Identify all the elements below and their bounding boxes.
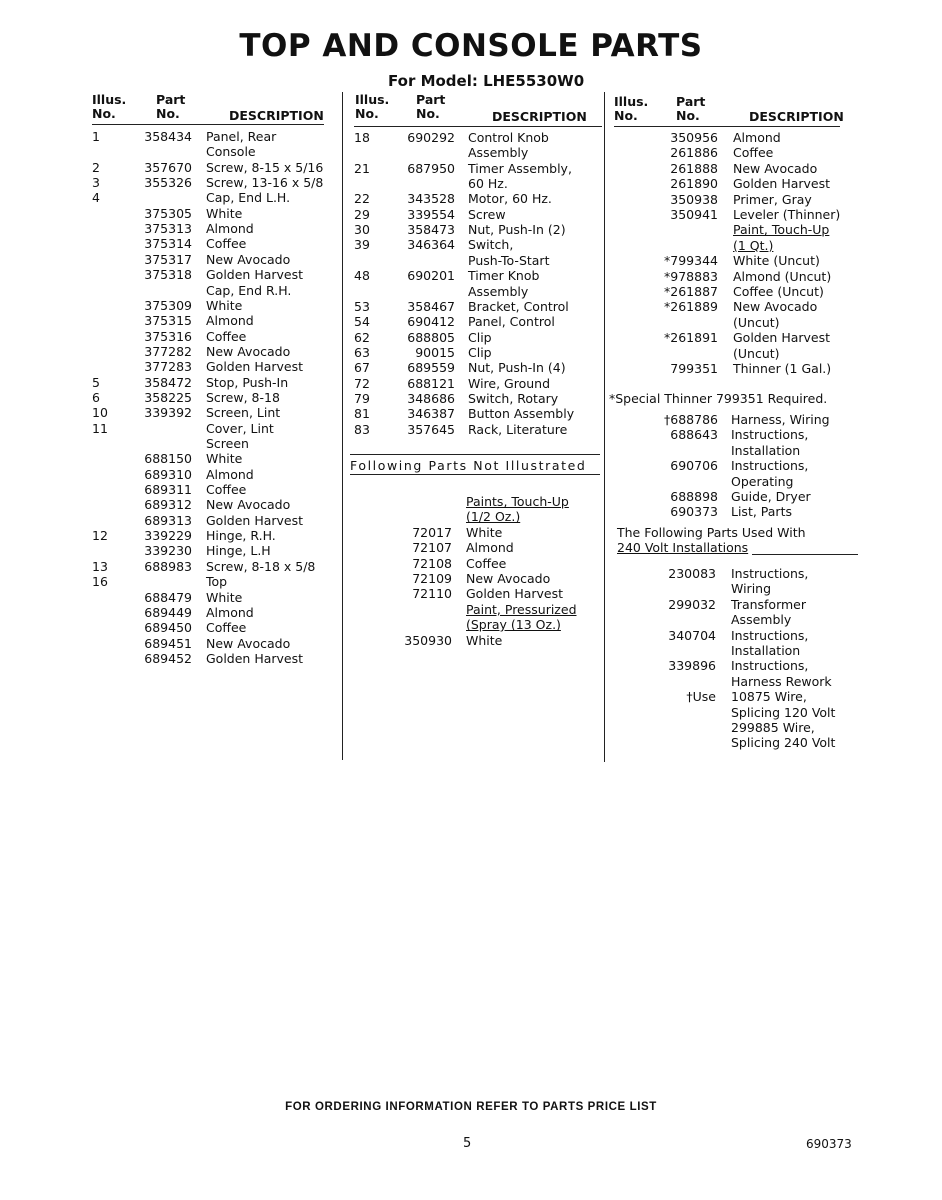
part-description: 60 Hz. — [468, 176, 508, 192]
not-illustrated-rule-bottom — [350, 474, 600, 475]
part-number: 689450 — [144, 620, 192, 636]
part-description: New Avocado — [206, 497, 291, 513]
part-number: 299032 — [668, 596, 716, 612]
desc-header-3: DESCRIPTION — [749, 109, 844, 124]
part-description: New Avocado — [733, 160, 818, 176]
part-number: 690706 — [670, 458, 718, 474]
part-number: 90015 — [415, 344, 455, 360]
part-description: Timer Knob — [468, 268, 540, 284]
part-number: 689312 — [144, 497, 192, 513]
part-description: Motor, 60 Hz. — [468, 191, 552, 207]
part-description: Guide, Dryer — [731, 489, 811, 504]
part-number: 690292 — [407, 130, 455, 145]
part-number: 72107 — [412, 540, 452, 556]
part-description: Instructions, — [731, 627, 809, 643]
part-number: 339896 — [668, 658, 716, 674]
illus-number: 16 — [92, 574, 108, 590]
part-description: Switch, — [468, 237, 514, 253]
illus-number: 48 — [354, 268, 370, 284]
part-number: 339230 — [144, 543, 192, 559]
part-description: Golden Harvest — [206, 359, 304, 375]
part-number: 688983 — [144, 558, 192, 574]
part-number: 687950 — [407, 160, 455, 176]
illus-number: 13 — [92, 558, 108, 574]
part-description: Leveler (Thinner) — [733, 207, 841, 222]
part-number: 358225 — [144, 389, 192, 405]
part-description: Wiring — [731, 581, 772, 597]
illus-header-2: Illus. No. — [355, 92, 390, 121]
part-number: 375309 — [144, 297, 192, 313]
part-description: Golden Harvest — [206, 267, 304, 283]
part-number: 346387 — [407, 406, 455, 422]
part-number: 357645 — [407, 421, 455, 437]
part-description: Coffee — [206, 482, 247, 498]
part-description: Switch, Rotary — [468, 390, 559, 406]
part-number: 377282 — [144, 343, 192, 359]
illus-number: 12 — [92, 528, 108, 544]
part-description: White — [206, 451, 243, 467]
illus-number: 81 — [354, 406, 370, 422]
part-number: 688150 — [144, 451, 192, 467]
illus-number: 21 — [354, 160, 370, 176]
part-description: Assembly — [468, 283, 529, 299]
part-number: 343528 — [407, 191, 455, 207]
part-description: Harness, Wiring — [731, 412, 830, 427]
part-number: 350941 — [670, 207, 718, 222]
illus-number: 18 — [354, 130, 370, 145]
part-description: Screen, Lint — [206, 405, 281, 421]
part-description: Harness Rework — [731, 673, 832, 689]
illus-number: 11 — [92, 420, 108, 436]
part-number: 358467 — [407, 298, 455, 314]
part-number: 358472 — [144, 374, 192, 390]
part-number: 688479 — [144, 589, 192, 605]
volt-note-line-1: The Following Parts Used With — [617, 525, 806, 540]
part-number: 690201 — [407, 268, 455, 284]
part-description: Push-To-Start — [468, 252, 550, 268]
part-number: 375318 — [144, 267, 192, 283]
part-description: Nut, Push-In (4) — [468, 360, 566, 376]
part-number: 688121 — [407, 375, 455, 391]
part-description: Panel, Rear — [206, 129, 277, 144]
part-description: List, Parts — [731, 504, 792, 520]
part-description: Screw, 8-18 x 5/8 — [206, 558, 316, 574]
part-description: New Avocado — [733, 299, 818, 315]
part-number: 261888 — [670, 160, 718, 176]
part-description: Instructions, — [731, 566, 809, 581]
part-description: Cap, End R.H. — [206, 282, 292, 298]
volt-note-line-2: 240 Volt Installations — [617, 540, 749, 555]
part-description: New Avocado — [206, 251, 291, 267]
part-description: White — [206, 589, 243, 605]
illus-number: 67 — [354, 360, 370, 376]
part-number: 689452 — [144, 650, 192, 666]
part-number: 375315 — [144, 313, 192, 329]
part-number: 688643 — [670, 427, 718, 443]
illus-number: 1 — [92, 129, 100, 144]
part-description: New Avocado — [206, 343, 291, 359]
part-number: 348686 — [407, 390, 455, 406]
part-description: Bracket, Control — [468, 298, 569, 314]
part-number: *261891 — [664, 330, 718, 346]
illus-number: 53 — [354, 298, 370, 314]
part-description: Assembly — [468, 145, 529, 161]
ordering-info-footer: FOR ORDERING INFORMATION REFER TO PARTS PRICE LIST — [285, 1101, 657, 1113]
part-number: 350930 — [404, 632, 452, 648]
part-description: Operating — [731, 473, 794, 489]
part-number: 690373 — [670, 504, 718, 520]
illus-number: 62 — [354, 329, 370, 345]
part-description: Thinner (1 Gal.) — [733, 361, 832, 376]
illus-number: 79 — [354, 390, 370, 406]
illus-header-3: Illus. No. — [614, 94, 649, 123]
desc-header-1: DESCRIPTION — [229, 108, 324, 123]
part-number: *261887 — [664, 284, 718, 299]
part-number: 72109 — [412, 571, 452, 586]
part-description: Nut, Push-In (2) — [468, 222, 566, 238]
part-number: 358434 — [144, 129, 192, 144]
part-description: Instructions, — [731, 658, 809, 674]
part-description: Paints, Touch-Up — [466, 494, 569, 509]
part-description: Almond — [206, 466, 254, 482]
part-description: White — [206, 205, 243, 221]
part-description: White (Uncut) — [733, 253, 820, 269]
part-number: 230083 — [668, 566, 716, 581]
part-description: Rack, Literature — [468, 421, 568, 437]
part-description: (1/2 Oz.) — [466, 509, 521, 525]
part-header-2: Part No. — [416, 92, 446, 121]
part-description: Installation — [731, 643, 801, 658]
part-description: Timer Assembly, — [468, 160, 572, 176]
part-description: Screen — [206, 436, 249, 451]
part-description: Almond — [206, 604, 254, 620]
part-number: 355326 — [144, 175, 192, 191]
part-number: 375317 — [144, 251, 192, 267]
part-header-3: Part No. — [676, 94, 706, 123]
part-number: 688805 — [407, 329, 455, 345]
part-number: *261889 — [664, 299, 718, 315]
part-description: Top — [206, 574, 228, 590]
part-description: Paint, Pressurized — [466, 601, 577, 617]
part-description: New Avocado — [466, 571, 551, 586]
illus-number: 30 — [354, 222, 370, 238]
header-rule-3 — [614, 126, 840, 127]
part-description: White — [466, 632, 503, 648]
part-description: Coffee — [206, 620, 247, 636]
column-divider-2 — [604, 92, 605, 762]
part-description: Almond (Uncut) — [733, 268, 832, 284]
illus-number: 22 — [354, 191, 370, 207]
illus-number: 4 — [92, 190, 100, 206]
part-description: Coffee — [206, 236, 247, 252]
illus-number: 83 — [354, 421, 370, 437]
illus-number: 6 — [92, 389, 100, 405]
part-description: (Uncut) — [733, 314, 780, 330]
not-illustrated-heading: Following Parts Not Illustrated — [350, 458, 587, 473]
column-divider-1 — [342, 92, 343, 760]
part-number: 358473 — [407, 222, 455, 238]
part-number: 72017 — [412, 524, 452, 540]
part-description: Golden Harvest — [733, 330, 831, 346]
part-description: Coffee — [466, 555, 507, 571]
part-description: Almond — [733, 130, 781, 145]
part-number: 261890 — [670, 176, 718, 192]
part-description: Cover, Lint — [206, 420, 274, 436]
part-description: Button Assembly — [468, 406, 575, 422]
part-description: Instructions, — [731, 427, 809, 443]
part-number: 689310 — [144, 466, 192, 482]
illus-number: 54 — [354, 314, 370, 330]
part-number: 350956 — [670, 130, 718, 145]
part-number: 339229 — [144, 528, 192, 544]
part-description: Stop, Push-In — [206, 374, 289, 390]
not-illustrated-rule-top — [350, 454, 600, 455]
document-number: 690373 — [806, 1137, 852, 1151]
part-number: 377283 — [144, 359, 192, 375]
part-number: 350938 — [670, 191, 718, 207]
part-header-1: Part No. — [156, 92, 186, 121]
part-description: Coffee — [206, 328, 247, 344]
part-number: 689313 — [144, 512, 192, 528]
part-description: White — [206, 297, 243, 313]
part-description: (Spray (13 Oz.) — [466, 617, 561, 633]
illus-number: 3 — [92, 175, 100, 191]
page-title: TOP AND CONSOLE PARTS — [239, 28, 703, 64]
part-number: †688786 — [664, 412, 718, 427]
part-description: Splicing 240 Volt — [731, 735, 836, 751]
desc-header-2: DESCRIPTION — [492, 109, 587, 124]
part-description: Coffee — [733, 145, 774, 161]
part-description: Almond — [206, 221, 254, 237]
part-description: Cap, End L.H. — [206, 190, 291, 206]
illus-header-1: Illus. No. — [92, 92, 127, 121]
part-description: Console — [206, 144, 256, 160]
part-description: Panel, Control — [468, 314, 555, 330]
part-description: Assembly — [731, 612, 792, 628]
part-description: Screw, 8-18 — [206, 389, 280, 405]
part-number: †Use — [686, 689, 716, 705]
part-description: Almond — [206, 313, 254, 329]
part-number: *978883 — [664, 268, 718, 284]
part-description: Clip — [468, 329, 492, 345]
part-description: (1 Qt.) — [733, 237, 774, 253]
volt-note-rule — [752, 554, 858, 555]
part-description: Almond — [466, 540, 514, 556]
part-description: White — [466, 524, 503, 540]
illus-number: 39 — [354, 237, 370, 253]
part-description: Golden Harvest — [206, 650, 304, 666]
part-description: Wire, Ground — [468, 375, 551, 391]
part-number: 72110 — [412, 586, 452, 602]
part-number: 689451 — [144, 635, 192, 651]
part-description: Golden Harvest — [206, 512, 304, 528]
part-number: 689449 — [144, 604, 192, 620]
part-number: 799351 — [670, 361, 718, 376]
part-number: 689559 — [407, 360, 455, 376]
header-rule-1 — [92, 124, 324, 125]
part-description: Primer, Gray — [733, 191, 812, 207]
part-number: 689311 — [144, 482, 192, 498]
part-number: 375316 — [144, 328, 192, 344]
illus-number: 29 — [354, 206, 370, 222]
part-description: Screw — [468, 206, 506, 222]
part-number: 339392 — [144, 405, 192, 421]
part-number: *799344 — [664, 253, 718, 269]
part-number: 375305 — [144, 205, 192, 221]
part-number: 340704 — [668, 627, 716, 643]
part-description: Clip — [468, 344, 492, 360]
part-description: Screw, 13-16 x 5/8 — [206, 175, 324, 191]
part-description: Paint, Touch-Up — [733, 222, 830, 238]
part-description: Splicing 120 Volt — [731, 704, 836, 720]
part-description: Installation — [731, 442, 801, 458]
part-description: Golden Harvest — [733, 176, 831, 192]
part-description: Transformer — [731, 596, 807, 612]
part-number: 688898 — [670, 489, 718, 504]
part-description: 299885 Wire, — [731, 720, 815, 735]
illus-number: 2 — [92, 159, 100, 175]
part-number: 339554 — [407, 206, 455, 222]
part-description: Hinge, R.H. — [206, 528, 276, 544]
illus-number: 63 — [354, 344, 370, 360]
page-number: 5 — [463, 1136, 472, 1151]
part-description: Golden Harvest — [466, 586, 564, 602]
illus-number: 5 — [92, 374, 100, 390]
part-number: 375314 — [144, 236, 192, 252]
part-description: Coffee (Uncut) — [733, 284, 824, 299]
part-number: 357670 — [144, 159, 192, 175]
part-description: 10875 Wire, — [731, 689, 807, 705]
illus-number: 10 — [92, 405, 108, 421]
part-description: Instructions, — [731, 458, 809, 474]
part-description: (Uncut) — [733, 345, 780, 361]
part-number: 261886 — [670, 145, 718, 161]
part-description: Screw, 8-15 x 5/16 — [206, 159, 324, 175]
part-number: 690412 — [407, 314, 455, 330]
part-description: Control Knob — [468, 130, 549, 145]
part-number: 72108 — [412, 555, 452, 571]
part-description: Hinge, L.H — [206, 543, 271, 559]
part-description: New Avocado — [206, 635, 291, 651]
illus-number: 72 — [354, 375, 370, 391]
part-number: 375313 — [144, 221, 192, 237]
special-thinner-note: *Special Thinner 799351 Required. — [609, 391, 828, 406]
part-number: 346364 — [407, 237, 455, 253]
header-rule-2 — [354, 126, 602, 127]
model-subtitle: For Model: LHE5530W0 — [388, 72, 585, 90]
